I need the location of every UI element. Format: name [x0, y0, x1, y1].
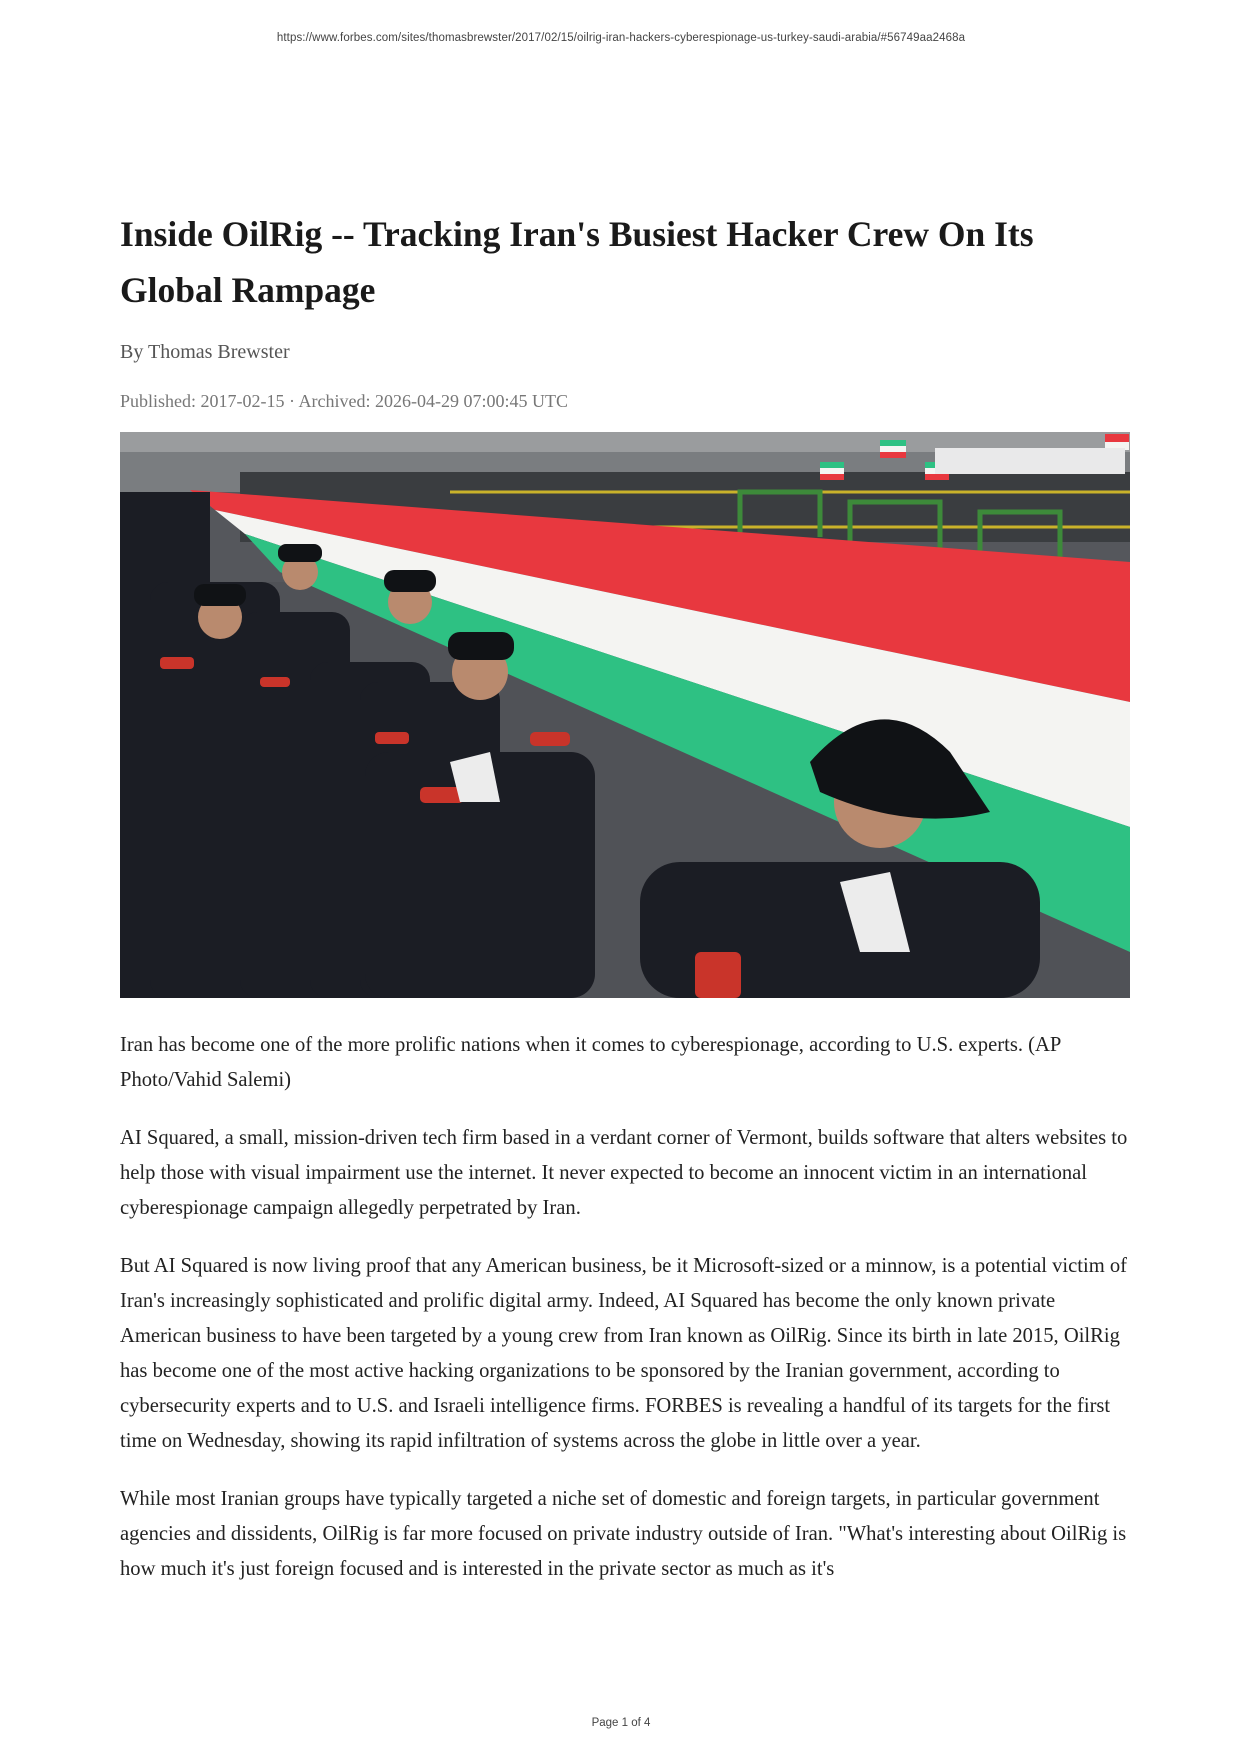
source-url[interactable]: https://www.forbes.com/sites/thomasbrewster/2017/02/15/oilrig-iran-hackers-cyberespionage-us-turkey-saudi-arabia/#56749aa2468a	[276, 32, 966, 44]
article-photo	[120, 432, 1130, 998]
page-number: Page 1 of 4	[591, 1717, 651, 1729]
article-paragraph: While most Iranian groups have typically targeted a niche set of domestic and foreign targets, in particular government agencies and dissidents, OilRig is far more focused on private industry outside of Iran. "What's interesting about OilRig is how much it's just foreign focused and is interested in the private sector as much as it's	[120, 1488, 1127, 1580]
article-paragraph: But AI Squared is now living proof that any American business, be it Microsoft-sized or a minnow, is a potential victim of Iran's increasingly sophisticated and prolific digital army. Indeed, AI Squared has become the only known private American business to have been targeted by a young crew from Iran known as OilRig. Since its birth in late 2015, OilRig has become one of the most active hacking organizations to be sponsored by the Iranian government, according to cybersecurity experts and to U.S. and Israeli intelligence firms. FORBES is revealing a handful of its targets for the first time on Wednesday, showing its rapid infiltration of systems across the globe in little over a year.	[120, 1255, 1128, 1452]
article-paragraph: AI Squared, a small, mission-driven tech firm based in a verdant corner of Vermont, builds software that alters websites to help those with visual impairment use the internet. It never expected to become an innocent victim in an international cyberespionage campaign allegedly perpetrated by Iran.	[120, 1127, 1128, 1219]
article-meta: Published: 2017-02-15 · Archived: 2026-04-29 07:00:45 UTC	[120, 391, 568, 411]
article-byline: By Thomas Brewster	[120, 341, 290, 363]
photo-caption: Iran has become one of the more prolific nations when it comes to cyberespionage, according to U.S. experts. (AP Photo/Vahid Salemi)	[120, 1034, 1061, 1091]
article-title: Inside OilRig -- Tracking Iran's Busiest Hacker Crew On Its Global Rampage	[120, 214, 1034, 310]
article	[120, 206, 1130, 1587]
photo-iran-police-flag-icon	[120, 432, 1130, 998]
